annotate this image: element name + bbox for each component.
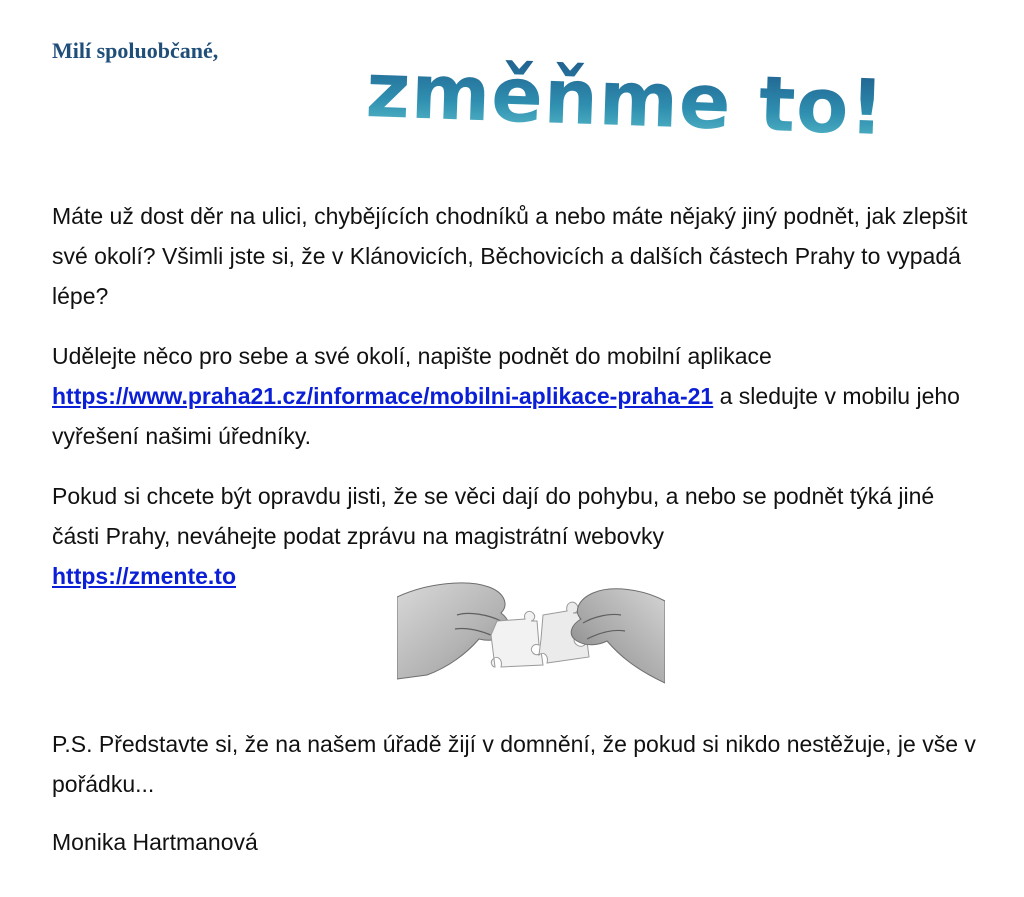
puzzle-hands-icon [397, 575, 665, 687]
signature [52, 822, 982, 862]
paragraph-mobile-app [52, 336, 982, 456]
paragraph-potholes-text: Máte už dost děr na ulici, chybějících chodníků a nebo máte nějaký jiný podnět, jak zlepšit své okolí? Všimli jste si, že v Klánovicích, Běchovicích a dalších částech Prahy to vypadá lépe? [52, 203, 968, 309]
salutation: Milí spoluobčané, [52, 38, 219, 63]
signature-name: Monika Hartmanová [52, 829, 258, 855]
zmente-to-link[interactable]: https://zmente.to [52, 563, 236, 589]
postscript [52, 724, 982, 804]
paragraph-potholes [52, 196, 982, 316]
paragraph-mobile-app-intro: Udělejte něco pro sebe a své okolí, napište podnět do mobilní aplikace [52, 343, 772, 369]
headline: změňme to! [364, 45, 887, 153]
praha21-app-link[interactable]: https://www.praha21.cz/informace/mobilni-aplikace-praha-21 [52, 383, 714, 409]
paragraph-magistrate-text: Pokud si chcete být opravdu jisti, že se věci dají do pohybu, a nebo se podnět týká jiné části Prahy, neváhejte podat zprávu na magistrátní webovky [52, 483, 935, 549]
paragraph-mobile-app-outro: a sledujte v mobilu jeho vyřešení našimi úředníky. [52, 383, 960, 449]
postscript-text: P.S. Představte si, že na našem úřadě žijí v domnění, že pokud si nikdo nestěžuje, je vše v pořádku... [52, 731, 976, 797]
